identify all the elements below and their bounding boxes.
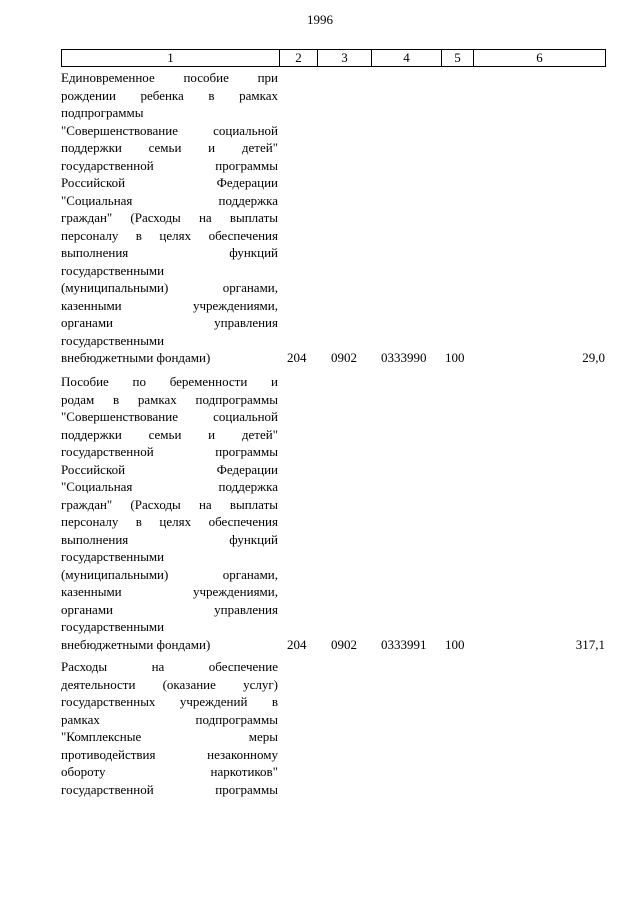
column-header-1: 1: [62, 50, 280, 67]
description-line: казенными учреждениями,: [61, 297, 278, 313]
cell-c4: 0333991: [381, 636, 427, 652]
cell-c5: 100: [445, 636, 465, 652]
description-line: выполнения функций: [61, 531, 278, 547]
cell-c5: 100: [445, 350, 465, 365]
description-line: казенными учреждениями,: [61, 584, 278, 599]
description-line: государственными: [61, 549, 165, 564]
cell-c6: 29,0: [582, 350, 605, 365]
description-line: поддержки семьи и детей": [61, 426, 278, 442]
description-line: родам в рамках подпрограммы: [61, 391, 278, 407]
description-line: Пособие по беременности и: [61, 374, 278, 389]
description-line: подпрограммы: [61, 105, 144, 120]
column-header-5: 5: [442, 50, 474, 67]
description-line: рамках подпрограммы: [61, 711, 278, 727]
description-line: противодействия незаконному: [61, 746, 278, 762]
description-line: выполнения функций: [61, 245, 278, 260]
page-number: 1996: [307, 12, 333, 27]
row-description: [61, 658, 278, 798]
description-line: граждан" (Расходы на выплаты: [61, 496, 278, 512]
description-line: граждан" (Расходы на выплаты: [61, 210, 278, 225]
description-line: персоналу в целях обеспечения: [61, 514, 278, 529]
description-line: Единовременное пособие при: [61, 70, 278, 85]
description-line: "Совершенствование социальной: [61, 122, 278, 138]
description-line: рождении ребенка в рамках: [61, 87, 278, 103]
column-header-2: 2: [280, 50, 318, 67]
description-line: (муниципальными) органами,: [61, 566, 278, 582]
description-line: "Комплексные меры: [61, 729, 278, 744]
description-line: "Совершенствование социальной: [61, 409, 278, 424]
description-line: государственной программы: [61, 157, 278, 173]
description-line: органами управления: [61, 315, 278, 330]
cell-c4: 0333990: [381, 350, 427, 365]
column-header-3: 3: [318, 50, 372, 67]
cell-c3: 0902: [331, 350, 357, 365]
column-header-4: 4: [372, 50, 442, 67]
description-line: (муниципальными) органами,: [61, 280, 278, 295]
description-line: Российской Федерации: [61, 175, 278, 190]
description-line: государственными: [61, 619, 165, 634]
column-header-row: [62, 50, 606, 67]
description-line: государственной программы: [61, 444, 278, 459]
description-line: государственной программы: [61, 781, 278, 797]
cell-c2: 204: [287, 636, 307, 652]
row-description: [61, 373, 278, 653]
cell-c6: 317,1: [575, 636, 605, 652]
description-line: Расходы на обеспечение: [61, 659, 278, 674]
description-line: "Социальная поддержка: [61, 192, 278, 208]
description-line: "Социальная поддержка: [61, 479, 278, 494]
description-line: деятельности (оказание услуг): [61, 676, 278, 692]
cell-c3: 0902: [331, 636, 357, 652]
description-line: персоналу в целях обеспечения: [61, 227, 278, 243]
description-line: поддержки семьи и детей": [61, 140, 278, 155]
cell-c2: 204: [287, 350, 307, 365]
row-description: [61, 69, 278, 367]
description-line: государственными: [61, 262, 165, 278]
description-line: обороту наркотиков": [61, 764, 278, 779]
description-line: государственными: [61, 332, 165, 348]
description-line: государственных учреждений в: [61, 694, 278, 709]
description-line: внебюджетными фондами): [61, 636, 211, 652]
description-line: Российской Федерации: [61, 461, 278, 477]
column-header-table: [61, 49, 606, 67]
description-line: внебюджетными фондами): [61, 350, 211, 365]
column-header-6: 6: [474, 50, 606, 67]
description-line: органами управления: [61, 601, 278, 617]
